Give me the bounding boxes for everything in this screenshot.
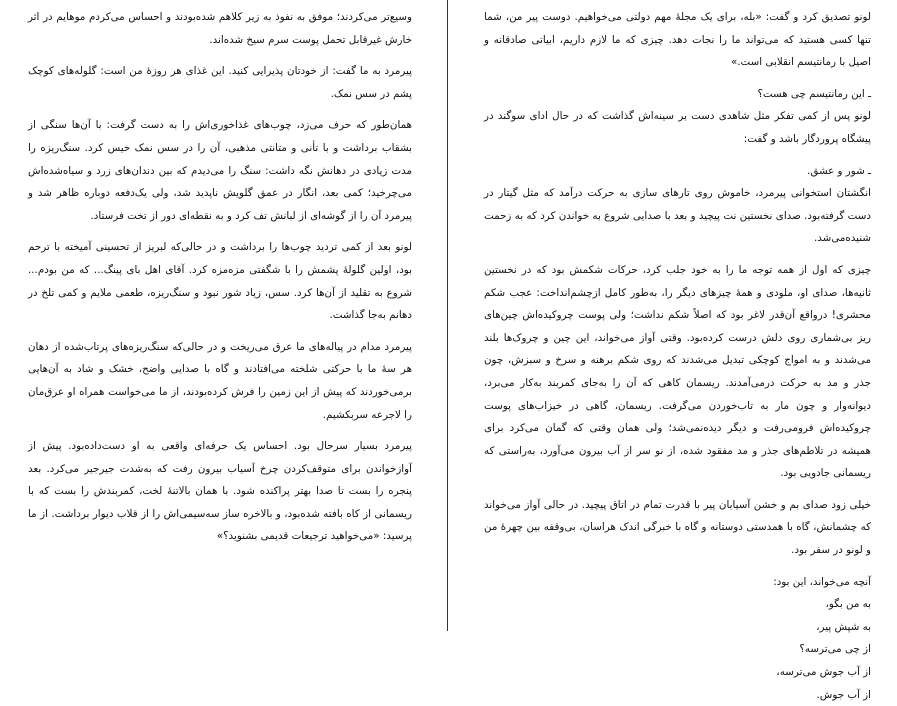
left-paragraph-5: پیرمرد مدام در پیاله‌های ما عرق می‌ریخت و در حالی‌که سنگ‌ریزه‌های پرتاب‌شده از دهان هر سهٔ ما با حرکتی شلخته می‌افتادند و گاه با صدایی واضح، خشک و شاد به آن‌هایی برمی‌خوردند که پیش از این زمین را فرش کرده‌بودند، از ما می‌خواست همراه او عرق‌مان را لاجرعه سربکشیم. xyxy=(28,340,412,421)
poem-intro: آنچه می‌خواند، این بود: xyxy=(773,575,871,588)
poem-line: از آب جوش. xyxy=(816,688,871,701)
poem-line: از آب جوش می‌ترسه، xyxy=(776,666,871,679)
left-paragraph-4: لونو بعد از کمی تردید چوب‌ها را برداشت و در حالی‌که لبریز از تحسینی آمیخته با ترحم بود، اولین گلولهٔ پشمش را با شگفتی مزه‌مزه کرد. آقای اهل بای پینگ... که من بودم... شروع به تقلید از آن‌ها کرد. سس، زیاد شور نبود و سنگ‌ریزه، طعمی ملایم و کمی تلخ در دهانم به‌جا گذاشت. xyxy=(28,241,412,322)
poem-line: از چی می‌ترسه؟ xyxy=(799,643,871,656)
right-paragraph-1: لونو تصدیق کرد و گفت: «بله، برای یک مجلهٔ مهم دولتی می‌خواهیم. دوست پیر من، شما تنها کسی هستید که می‌تواند ما را نجات دهد. چیزی که ما لازم داریم، ابیاتی صادقانه و اصیل با رمانتیسم انقلابی است.» xyxy=(484,11,871,69)
left-paragraph-1: وسیع‌تر می‌کردند؛ موفق به نفوذ به زیر کلاهم شده‌بودند و احساس می‌کردم موهایم در اثر خارش غیرقابل تحمل پوست سرم سیخ شده‌اند. xyxy=(28,11,412,46)
right-paragraph-5: خیلی زود صدای بم و خشن آسیابان پیر با قدرت تمام در اتاق پیچید. در حالی آواز می‌خواند که چشمانش، گاه با همدستی دوستانه و گاه با خبرگی اندک هراسان، بی‌وقفه بین چهرهٔ من و لونو در سفر بود. xyxy=(484,498,871,557)
poem-line: به شپش پیر، xyxy=(816,620,871,633)
left-paragraph-6: پیرمرد بسیار سرحال بود. احساس یک حرفه‌ای واقعی به او دست‌داده‌بود. پیش از آوازخواندن برای متوقف‌کردن چرخ آسیاب بیرون رفت که به‌شدت جیرجیر می‌کرد. بعد پنجره را بست تا صدا بهتر پراکنده شود. با همان بالاتنهٔ لخت، کمربندش را بست که با ریسمانی از کاه بافته شده‌بود، و بالاخره ساز سه‌سیمی‌اش را از قلاب دیوار برداشت. از ما پرسید: «می‌خواهید ترجیعات قدیمی بشنوید؟» xyxy=(28,440,412,543)
right-dialogue-1: ـ این رمانتیسم چی هست؟ xyxy=(757,87,871,100)
right-paragraph-3: انگشتان استخوانی پیرمرد، خاموش روی تارهای سازی به حرکت درآمد که مثل گیتار در دست گرفته‌بود. صدای نخستین نت پیچید و بعد با صدایی شروع به خواندن کرد که به زحمت شنیده‌می‌شد. xyxy=(484,187,871,245)
page-gutter-divider xyxy=(447,0,448,631)
left-page xyxy=(0,0,440,631)
poem-block xyxy=(484,571,871,706)
left-paragraph-2: پیرمرد به ما گفت: از خودتان پذیرایی کنید. این غذای هر روزهٔ من است: گلوله‌های کوچک پشم در سس نمک. xyxy=(28,65,412,100)
left-paragraph-3: همان‌طور که حرف می‌زد، چوب‌های غذاخوری‌اش را به دست گرفت: با آن‌ها سنگی از بشقاب برداشت و با تأنی و متانتی مذهبی، آن را در سس نمک خیس کرد. سنگ‌ریزه را مدت زیادی در دهانش نگه داشت: سنگ را می‌دیدم که بین دندان‌های زرد و سیاه‌شده‌اش می‌چرخید؛ کمی بعد، انگار در عمق گلویش ناپدید شد، ولی یک‌دفعه دوباره ظاهر شد و پیرمرد آن را از گوشه‌ای از لبانش تف کرد و به نقطه‌ای دور از تخت فرستاد. xyxy=(28,119,412,222)
poem-line: به من بگو، xyxy=(825,598,871,611)
right-paragraph-2: لونو پس از کمی تفکر مثل شاهدی دست بر سینه‌اش گذاشت که در حال ادای سوگند در پیشگاه پروردگار باشد و گفت: xyxy=(484,110,871,145)
right-page xyxy=(456,0,897,701)
right-paragraph-4: چیزی که اول از همه توجه ما را به خود جلب کرد، حرکات شکمش بود که در نخستین ثانیه‌ها، صدای او، ملودی و همهٔ چیزهای دیگر را، به‌طور کامل ازچشم‌انداخت: عجب شکم محشری! درواقع آن‌قدر لاغر بود که اصلاً شکم نداشت؛ ولی پوست چروکیده‌اش چین‌های ریز بی‌شماری روی دلش درست کرده‌بود. وقتی آواز می‌خواند، این چین و چروک‌ها بلند می‌شدند و به امواج کوچکی تبدیل می‌شدند که روی شکم برهنه و سرخ و سبزش، چون جذر و مد به حرکت درمی‌آمدند. ریسمان کاهی که آن را به‌جای کمربند به‌کار می‌برد، دیوانه‌وار و چون مار به تاب‌خوردن می‌گرفت. ریسمان، گاهی در خیزاب‌های پوست چروکیده‌اش فرومی‌رفت و دیگر دیده‌نمی‌شد؛ ولی همان وقتی که گمان می‌کرد برای همیشه در تلاطم‌های جذر و مد مفقود شده، از نو سر از آب بیرون می‌آورد، به‌راستی که ریسمانی جادویی بود. xyxy=(484,263,871,480)
right-dialogue-2: ـ شور و عشق. xyxy=(807,164,871,177)
